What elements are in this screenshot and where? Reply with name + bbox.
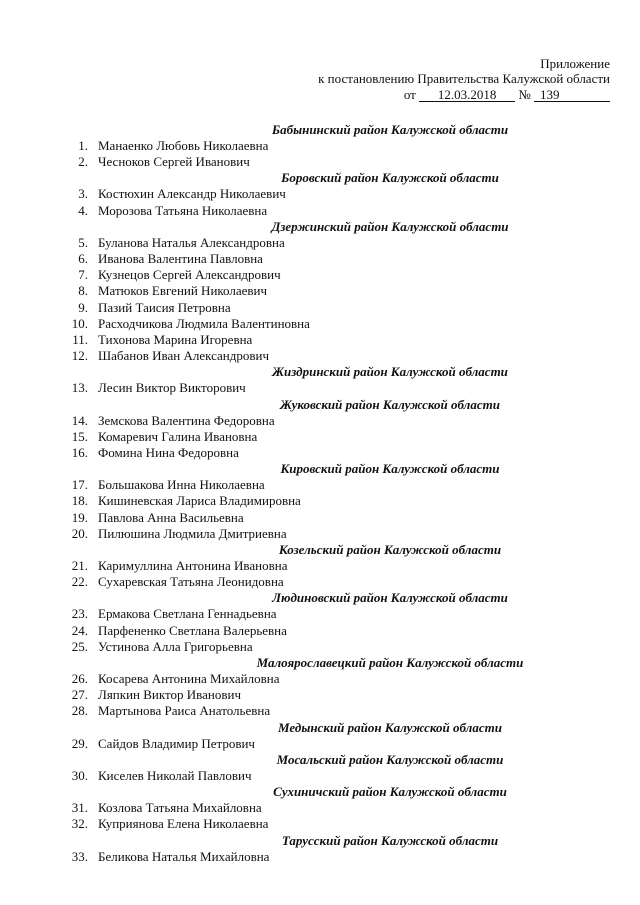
- list-item: [60, 623, 600, 639]
- list-item-number: 24.: [71, 622, 88, 638]
- district-heading: Козельский район Калужской области: [278, 542, 502, 558]
- list-item-number: 21.: [71, 558, 88, 574]
- list-item-number: 31.: [71, 800, 88, 816]
- list-item: [60, 574, 600, 590]
- district-heading: Мосальский район Калужской области: [276, 751, 504, 767]
- list-item-number: 13.: [71, 380, 88, 396]
- list-item-number: 19.: [71, 509, 88, 525]
- list-item: [60, 332, 600, 348]
- list-item: [60, 800, 600, 816]
- list-item: [60, 413, 600, 429]
- list-item: [60, 283, 600, 299]
- list-item: [60, 348, 600, 364]
- list-item-number: 14.: [71, 412, 88, 428]
- list-item-number: 2.: [78, 154, 88, 170]
- list-item-number: 23.: [71, 606, 88, 622]
- list-item-number: 11.: [72, 332, 88, 348]
- appendix-title: Приложение: [540, 56, 610, 71]
- list-item-number: 27.: [71, 687, 88, 703]
- person-name: Козлова Татьяна Михайловна: [98, 800, 262, 816]
- person-name: Павлова Анна Васильевна: [98, 509, 244, 525]
- person-name: Чесноков Сергей Иванович: [98, 154, 250, 170]
- recipients-list: [60, 122, 600, 865]
- person-name: Устинова Алла Григорьевна: [98, 638, 253, 654]
- district-heading: Тарусский район Калужской области: [281, 832, 499, 848]
- list-item-number: 29.: [71, 735, 88, 751]
- list-item: [60, 849, 600, 865]
- person-name: Киселев Николай Павлович: [98, 767, 252, 783]
- list-item: [60, 203, 600, 219]
- list-item-number: 10.: [71, 315, 88, 331]
- list-item: [60, 186, 600, 202]
- person-name: Ермакова Светлана Геннадьевна: [98, 606, 277, 622]
- person-name: Мартынова Раиса Анатольевна: [98, 703, 271, 719]
- list-item-number: 12.: [71, 348, 88, 364]
- list-item-number: 15.: [71, 428, 88, 444]
- resolution-date: 12.03.2018: [419, 88, 515, 102]
- person-name: Куприянова Елена Николаевна: [98, 816, 269, 832]
- list-item-number: 20.: [71, 525, 88, 541]
- list-item-number: 33.: [71, 848, 88, 864]
- person-name: Косарева Антонина Михайловна: [98, 671, 280, 687]
- district-heading: Жиздринский район Калужской области: [272, 364, 508, 380]
- list-item-number: 28.: [71, 703, 88, 719]
- person-name: Сайдов Владимир Петрович: [98, 735, 255, 751]
- list-item: [60, 429, 600, 445]
- person-name: Кишиневская Лариса Владимировна: [98, 493, 301, 509]
- person-name: Расходчикова Людмила Валентиновна: [98, 315, 310, 331]
- list-item: [60, 816, 600, 832]
- person-name: Каримуллина Антонина Ивановна: [98, 558, 288, 574]
- list-item-number: 9.: [78, 299, 88, 315]
- list-item: [60, 380, 600, 396]
- list-item: [60, 300, 600, 316]
- list-item: [60, 768, 600, 784]
- person-name: Фомина Нина Федоровна: [98, 445, 239, 461]
- person-name: Кузнецов Сергей Александрович: [98, 267, 281, 283]
- list-item: [60, 251, 600, 267]
- list-item: [60, 510, 600, 526]
- district-heading: Медынский район Калужской области: [278, 719, 502, 735]
- list-item: [60, 526, 600, 542]
- list-item-number: 18.: [71, 493, 88, 509]
- list-item: [60, 639, 600, 655]
- list-item: [60, 736, 600, 752]
- person-name: Беликова Наталья Михайловна: [98, 848, 270, 864]
- list-item-number: 30.: [71, 767, 88, 783]
- list-item: [60, 445, 600, 461]
- resolution-number: 139: [534, 88, 610, 102]
- list-item-number: 32.: [71, 816, 88, 832]
- resolution-date-line: [318, 87, 610, 102]
- list-item: [60, 493, 600, 509]
- district-heading: Боровский район Калужской области: [281, 170, 499, 186]
- person-name: Манаенко Любовь Николаевна: [98, 138, 269, 153]
- list-item-number: 8.: [78, 283, 88, 299]
- person-name: Буланова Наталья Александровна: [98, 234, 285, 250]
- district-heading: Людиновский район Калужской области: [272, 590, 508, 606]
- list-item-number: 22.: [71, 574, 88, 590]
- person-name: Пазий Таисия Петровна: [98, 299, 231, 315]
- district-heading: Малоярославецкий район Калужской области: [256, 655, 524, 671]
- person-name: Тихонова Марина Игоревна: [98, 332, 253, 348]
- list-item-number: 26.: [71, 671, 88, 687]
- list-item: [60, 687, 600, 703]
- list-item-number: 16.: [71, 445, 88, 461]
- person-name: Пилюшина Людмила Дмитриевна: [98, 525, 287, 541]
- list-item: [60, 154, 600, 170]
- person-name: Комаревич Галина Ивановна: [98, 428, 258, 444]
- person-name: Ляпкин Виктор Иванович: [98, 687, 241, 703]
- district-heading: Бабынинский район Калужской области: [271, 122, 509, 137]
- person-name: Шабанов Иван Александрович: [98, 348, 269, 364]
- district-heading: Сухиничский район Калужской области: [273, 784, 507, 800]
- list-item-number: 3.: [78, 186, 88, 202]
- person-name: Морозова Татьяна Николаевна: [98, 202, 268, 218]
- list-item-number: 17.: [71, 477, 88, 493]
- person-name: Костюхин Александр Николаевич: [98, 186, 286, 202]
- date-prefix: от: [403, 87, 416, 102]
- list-item: [60, 138, 600, 154]
- list-item: [60, 235, 600, 251]
- person-name: Сухаревская Татьяна Леонидовна: [98, 574, 284, 590]
- list-item-number: 1.: [78, 138, 88, 153]
- person-name: Лесин Виктор Викторович: [98, 380, 246, 396]
- person-name: Парфененко Светлана Валерьевна: [98, 622, 287, 638]
- appendix-subtitle: к постановлению Правительства Калужской области: [318, 71, 610, 86]
- list-item-number: 7.: [78, 267, 88, 283]
- number-prefix: №: [518, 87, 531, 102]
- person-name: Матюков Евгений Николаевич: [98, 283, 268, 299]
- person-name: Иванова Валентина Павловна: [98, 251, 263, 267]
- document-header: [318, 56, 610, 102]
- list-item-number: 25.: [71, 638, 88, 654]
- list-item: [60, 703, 600, 719]
- district-heading: Дзержинский район Калужской области: [271, 218, 509, 234]
- list-item: [60, 316, 600, 332]
- list-item: [60, 267, 600, 283]
- district-heading: Кировский район Калужской области: [280, 461, 500, 477]
- list-item-number: 5.: [78, 234, 88, 250]
- list-item: [60, 558, 600, 574]
- person-name: Земскова Валентина Федоровна: [98, 412, 275, 428]
- list-item-number: 6.: [78, 251, 88, 267]
- list-item: [60, 606, 600, 622]
- list-item: [60, 671, 600, 687]
- person-name: Большакова Инна Николаевна: [98, 477, 265, 493]
- district-heading: Жуковский район Калужской области: [280, 396, 500, 412]
- list-item-number: 4.: [78, 202, 88, 218]
- list-item: [60, 477, 600, 493]
